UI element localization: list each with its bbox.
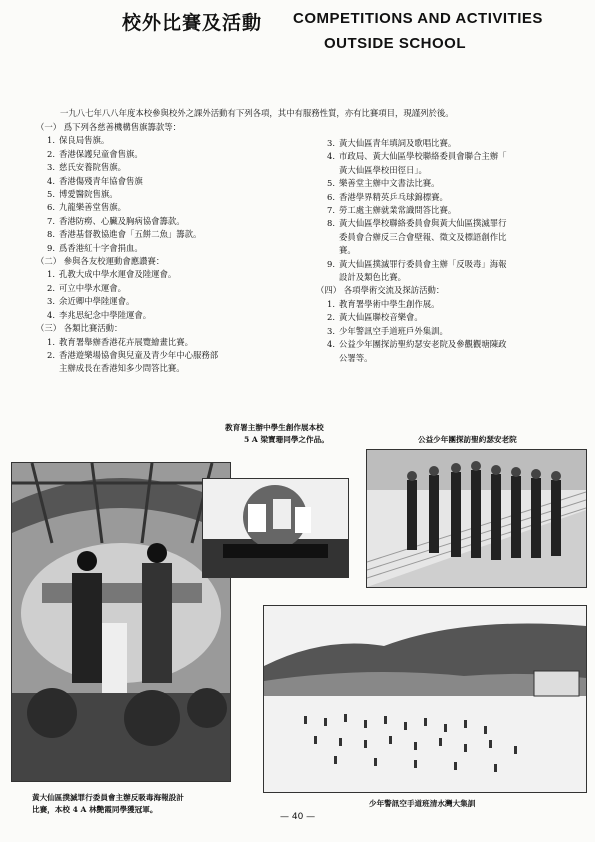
list-item: 委員會合辦反三合會壁報、徵文及標語創作比 xyxy=(339,231,507,242)
list-item xyxy=(36,201,306,214)
list-item xyxy=(316,217,581,230)
list-item-text: 香港基督教協進會「五餅二魚」籌款。 xyxy=(59,229,202,240)
list-item xyxy=(316,325,581,338)
photo-exhibition-artwork xyxy=(202,478,349,578)
right-column xyxy=(316,137,581,365)
list-item-text: 九龍樂善堂售旗。 xyxy=(59,202,126,213)
list-item xyxy=(36,175,306,188)
caption-exhibition-line1: 教育署主辦中學生創作展本校 xyxy=(225,423,324,432)
list-item-number: 1. xyxy=(327,298,335,309)
list-item-text: 樂善堂主辦中文書法比賽。 xyxy=(339,178,440,189)
list-item-text: 黃大仙區青年填詞及歌唱比賽。 xyxy=(339,138,457,148)
list-item-text: 孔教大成中學水運會及陸運會。 xyxy=(59,269,177,280)
list-item-number: 8. xyxy=(47,229,55,240)
list-item xyxy=(316,298,581,311)
list-item-number: 3. xyxy=(327,138,335,148)
list-item xyxy=(36,336,306,349)
list-item-text: 爲香港紅十字會捐血。 xyxy=(59,242,143,253)
list-item xyxy=(316,338,581,351)
list-item-text: 市政局、黃大仙區學校聯絡委員會聯合主辦「 xyxy=(339,151,507,162)
page-title-en-line2: OUTSIDE SCHOOL xyxy=(324,35,467,52)
photo-karate-beach-training xyxy=(263,605,587,793)
photo-elderly-home-visit xyxy=(366,449,587,588)
list-item-text: 慈氏安養院售旗。 xyxy=(59,162,126,173)
list-item-number: 4. xyxy=(327,339,335,350)
list-item: 賽。 xyxy=(339,245,356,256)
list-item-text: 可立中學水運會。 xyxy=(59,282,126,293)
list-item xyxy=(36,309,306,322)
photo-award-ceremony xyxy=(11,462,231,782)
list-item-number: 2. xyxy=(47,282,55,293)
list-item-text: 公益少年團探訪聖約瑟安老院及參觀觀塘陳政 xyxy=(339,339,507,350)
list-item-text: 少年警訊空手道班戶外集訓。 xyxy=(339,325,448,336)
list-item-number: 7. xyxy=(47,215,55,226)
list-item-number: 7. xyxy=(327,205,335,216)
list-item-text: 香港保護兒童會售旗。 xyxy=(59,148,143,159)
list-item-number: 2. xyxy=(47,148,55,159)
section-heading: （二） 參與各友校運動會應讚賽： xyxy=(36,256,165,267)
caption-elderly-home: 公益少年團探訪聖約瑟安老院 xyxy=(418,435,517,444)
list-item-text: 香港學界精英乒乓球錦標賽。 xyxy=(339,191,448,202)
list-item-number: 9. xyxy=(47,242,55,253)
list-item: 設計及類色比賽。 xyxy=(339,272,406,283)
list-item xyxy=(36,161,306,174)
list-item xyxy=(316,311,581,324)
list-item xyxy=(36,242,306,255)
list-item-text: 黃大仙區學校聯絡委員會與黃大仙區撲滅罪行 xyxy=(339,218,507,229)
list-item xyxy=(316,137,581,150)
section-heading: （三） 各類比賽活動： xyxy=(36,323,123,334)
list-item-number: 6. xyxy=(47,202,55,213)
list-item xyxy=(316,204,581,217)
page-title-en-line1: COMPETITIONS AND ACTIVITIES xyxy=(293,10,543,27)
list-item xyxy=(316,150,581,163)
list-item-text: 余近卿中學陸運會。 xyxy=(59,296,135,307)
list-item-text: 香港防癆、心臟及胸病協會籌款。 xyxy=(59,215,185,226)
list-item-number: 4. xyxy=(47,175,55,186)
caption-poster-line2: 比賽，本校 4 A 林艷霞同學獲冠軍。 xyxy=(32,805,158,814)
list-item-text: 博愛醫院售旗。 xyxy=(59,189,118,200)
caption-poster-line1: 黃大仙區撲滅罪行委員會主辦反吸毒海報設計 xyxy=(32,793,184,802)
list-item-text: 教育署學術中學生創作展。 xyxy=(339,298,440,309)
list-item xyxy=(316,177,581,190)
list-item-text: 黃大仙區撲滅罪行委員會主辦「反吸毒」海報 xyxy=(339,258,507,269)
list-item-text: 李兆思紀念中學陸運會。 xyxy=(59,309,152,320)
list-item: 主辦成長在香港知多少問答比賽。 xyxy=(59,363,185,374)
page-number: — 40 — xyxy=(280,812,316,822)
list-item xyxy=(316,258,581,271)
list-item-number: 4. xyxy=(327,151,335,162)
list-item-number: 3. xyxy=(327,325,335,336)
section-heading: （一） 爲下列各慈善機構售旗籌款等： xyxy=(36,122,182,132)
list-item xyxy=(36,188,306,201)
list-item-number: 2. xyxy=(47,349,55,360)
list-item-text: 保良局售旗。 xyxy=(59,135,110,146)
list-item-number: 1. xyxy=(47,269,55,280)
list-item-number: 6. xyxy=(327,191,335,202)
list-item xyxy=(36,215,306,228)
list-item: 黃大仙區學校田徑日」。 xyxy=(339,164,427,175)
page-title-zh: 校外比賽及活動 xyxy=(122,12,263,34)
list-item xyxy=(36,349,306,362)
left-column xyxy=(36,121,306,376)
intro-paragraph: 一九八七年八八年度本校參與校外之課外活動有下列各項，其中有服務性質，亦有比賽項目，現謹列於後。 xyxy=(60,108,454,118)
list-item xyxy=(316,191,581,204)
list-item-text: 黃大仙區聯校音樂會。 xyxy=(339,312,423,323)
list-item-number: 3. xyxy=(47,162,55,173)
section-heading: （四） 各項學術交流及探訪活動： xyxy=(316,285,445,296)
list-item-text: 勞工處主辦就業常識問答比賽。 xyxy=(339,205,457,216)
list-item xyxy=(36,134,306,147)
list-item xyxy=(36,268,306,281)
list-item: 公署等。 xyxy=(339,352,373,363)
list-item-number: 5. xyxy=(47,189,55,200)
list-item-number: 1. xyxy=(47,336,55,347)
list-item-number: 9. xyxy=(327,258,335,269)
list-item-number: 4. xyxy=(47,309,55,320)
caption-exhibition-line2: 5 A 梁寶珊同學之作品。 xyxy=(244,435,329,444)
list-item xyxy=(36,148,306,161)
list-item-number: 8. xyxy=(327,218,335,229)
list-item-text: 香港遊樂場協會與兒童及青少年中心服務部 xyxy=(59,349,219,360)
list-item-number: 3. xyxy=(47,296,55,307)
list-item-number: 1. xyxy=(47,135,55,146)
list-item-number: 2. xyxy=(327,312,335,323)
list-item-number: 5. xyxy=(327,178,335,189)
list-item xyxy=(36,295,306,308)
list-item-text: 教育署舉辦香港花卉展覽繪畫比賽。 xyxy=(59,336,193,347)
list-item-text: 香港傷殘青年協會售旗 xyxy=(59,175,143,186)
list-item xyxy=(36,282,306,295)
caption-karate: 少年警訊空手道班清水灣大集訓 xyxy=(369,799,476,808)
list-item xyxy=(36,228,306,241)
